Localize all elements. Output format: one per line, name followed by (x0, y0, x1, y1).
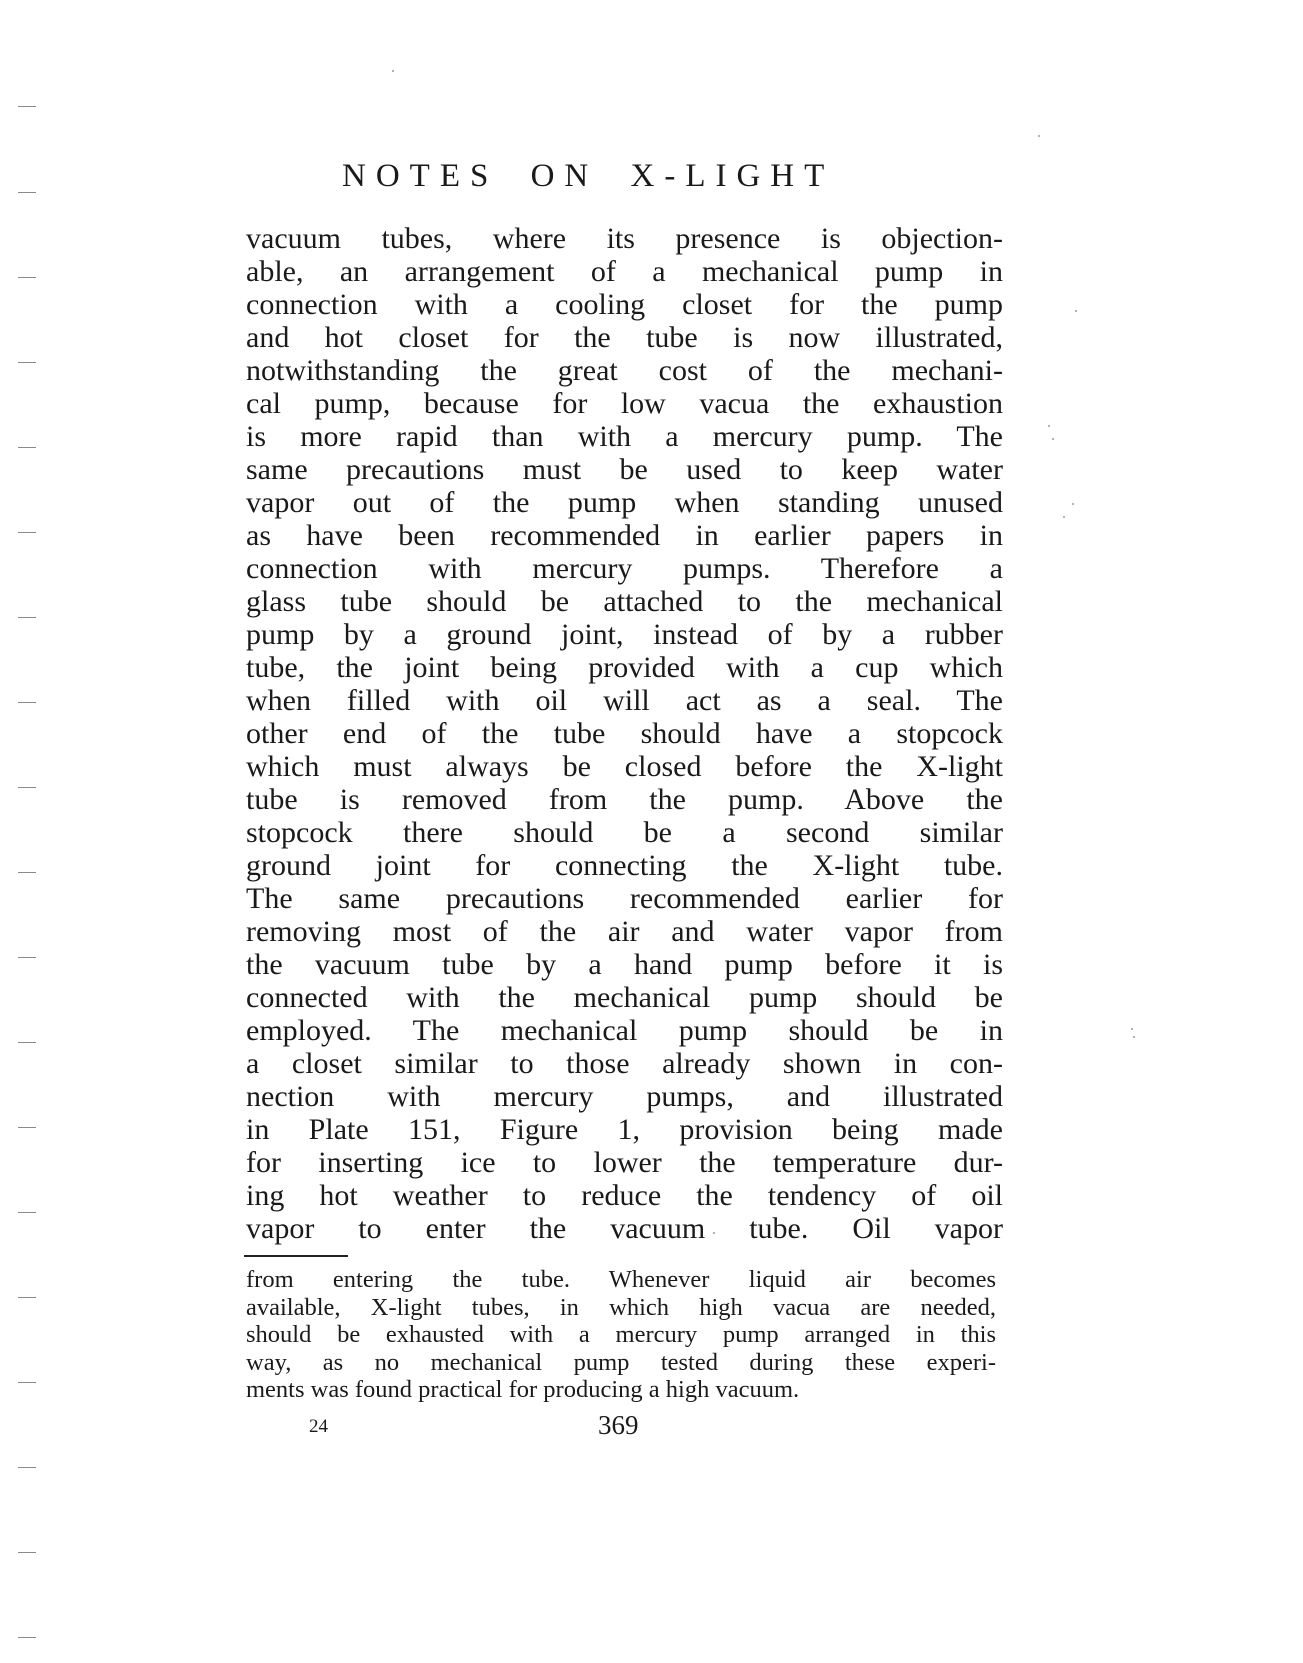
body-line: ground joint for connecting the X-light tube. (246, 849, 1003, 882)
body-line: stopcock there should be a second similar (246, 816, 1003, 849)
body-line: as have been recommended in earlier papers in (246, 519, 1003, 552)
margin-tick (18, 1042, 36, 1043)
margin-tick (18, 106, 36, 107)
running-head: NOTES ON X-LIGHT (342, 158, 835, 194)
margin-tick (18, 362, 36, 363)
body-line: is more rapid than with a mercury pump. The (246, 420, 1003, 453)
body-line: vapor to enter the vacuum tube. Oil vapor (246, 1212, 1003, 1245)
body-line: able, an arrangement of a mechanical pump in (246, 255, 1003, 288)
signature-mark: 24 (309, 1416, 328, 1437)
margin-tick (18, 1637, 36, 1638)
footnote-line: from entering the tube. Whenever liquid air becomes (246, 1266, 996, 1293)
body-line: connection with a cooling closet for the pump (246, 288, 1003, 321)
body-line: vapor out of the pump when standing unused (246, 486, 1003, 519)
margin-tick (18, 1552, 36, 1553)
footnote-line: ments was found practical for producing a high vacuum. (246, 1376, 800, 1403)
margin-tick (18, 532, 36, 533)
body-line: The same precautions recommended earlier for (246, 882, 1003, 915)
footnote-rule (244, 1255, 348, 1257)
body-line: notwithstanding the great cost of the mechani- (246, 354, 1003, 387)
margin-tick (18, 1127, 36, 1128)
body-line: in Plate 151, Figure 1, provision being made (246, 1113, 1003, 1146)
binding-margin (18, 0, 48, 1663)
margin-tick (18, 1297, 36, 1298)
page-number: 369 (598, 1410, 639, 1440)
margin-tick (18, 1382, 36, 1383)
body-line: cal pump, because for low vacua the exhaustion (246, 387, 1003, 420)
margin-tick (18, 957, 36, 958)
body-line: connected with the mechanical pump should be (246, 981, 1003, 1014)
body-line: pump by a ground joint, instead of by a rubber (246, 618, 1003, 651)
body-line: a closet similar to those already shown in con- (246, 1047, 1003, 1080)
body-line: when filled with oil will act as a seal. The (246, 684, 1003, 717)
body-line: which must always be closed before the X-light (246, 750, 1003, 783)
body-line: same precautions must be used to keep water (246, 453, 1003, 486)
body-line: tube is removed from the pump. Above the (246, 783, 1003, 816)
margin-tick (18, 617, 36, 618)
body-line: for inserting ice to lower the temperature dur- (246, 1146, 1003, 1179)
footnote (246, 1266, 996, 1404)
body-line: tube, the joint being provided with a cup which (246, 651, 1003, 684)
margin-tick (18, 1212, 36, 1213)
margin-tick (18, 277, 36, 278)
body-line: glass tube should be attached to the mechanical (246, 585, 1003, 618)
margin-tick (18, 787, 36, 788)
margin-tick (18, 1467, 36, 1468)
body-line: and hot closet for the tube is now illustrated, (246, 321, 1003, 354)
margin-tick (18, 192, 36, 193)
body-line: other end of the tube should have a stopcock (246, 717, 1003, 750)
margin-tick (18, 447, 36, 448)
body-line: employed. The mechanical pump should be in (246, 1014, 1003, 1047)
footnote-line: available, X-light tubes, in which high vacua are needed, (246, 1293, 996, 1321)
body-line: removing most of the air and water vapor from (246, 915, 1003, 948)
margin-tick (18, 702, 36, 703)
body-text (246, 222, 1003, 1245)
body-line: ing hot weather to reduce the tendency of oil (246, 1179, 1003, 1212)
footnote-line: way, as no mechanical pump tested during these experi- (246, 1348, 996, 1376)
footnote-line: should be exhausted with a mercury pump arranged in this (246, 1321, 996, 1348)
body-line: nection with mercury pumps, and illustrated (246, 1080, 1003, 1113)
body-line: vacuum tubes, where its presence is objection- (246, 222, 1003, 255)
margin-tick (18, 872, 36, 873)
body-line: the vacuum tube by a hand pump before it is (246, 948, 1003, 981)
body-line: connection with mercury pumps. Therefore a (246, 552, 1003, 585)
